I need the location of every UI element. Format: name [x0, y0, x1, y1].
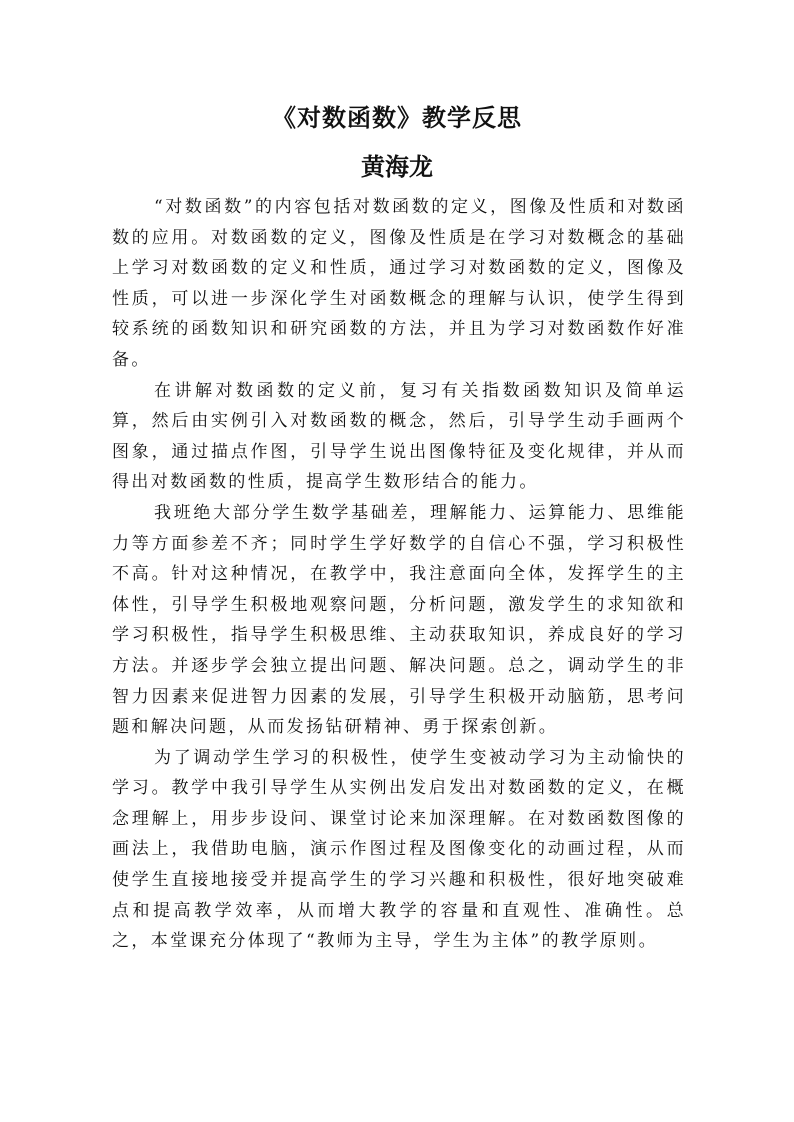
document-body [112, 192, 686, 957]
paragraph: “对数函数”的内容包括对数函数的定义，图像及性质和对数函数的应用。对数函数的定义，图像及性质是在学习对数概念的基础上学习对数函数的定义和性质，通过学习对数函数的定义，图像及性质，可以进一步深化学生对函数概念的理解与认识，使学生得到较系统的函数知识和研究函数的方法，并且为学习对数函数作好准备。 [112, 197, 686, 370]
document-title: 《对数函数》教学反思 [272, 103, 522, 132]
document-author: 黄海龙 [361, 152, 433, 181]
paragraph: 为了调动学生学习的积极性，使学生变被动学习为主动愉快的学习。教学中我引导学生从实例出发启发出对数函数的定义，在概念理解上，用步步设问、课堂讨论来加深理解。在对数函数图像的画法上，我借助电脑，演示作图过程及图像变化的动画过程，从而使学生直接地接受并提高学生的学习兴趣和积极性，很好地突破难点和提高教学效率，从而增大教学的容量和直观性、准确性。总之，本堂课充分体现了“教师为主导，学生为主体”的教学原则。 [112, 747, 686, 952]
paragraph: 在讲解对数函数的定义前，复习有关指数函数知识及简单运算，然后由实例引入对数函数的概念，然后，引导学生动手画两个图象，通过描点作图，引导学生说出图像特征及变化规律，并从而得出对数函数的性质，提高学生数形结合的能力。 [112, 380, 686, 493]
paragraph: 我班绝大部分学生数学基础差，理解能力、运算能力、思维能力等方面参差不齐；同时学生学好数学的自信心不强，学习积极性不高。针对这种情况，在教学中，我注意面向全体，发挥学生的主体性，引导学生积极地观察问题，分析问题，激发学生的求知欲和学习积极性，指导学生积极思维、主动获取知识，养成良好的学习方法。并逐步学会独立提出问题、解决问题。总之，调动学生的非智力因素来促进智力因素的发展，引导学生积极开动脑筋，思考问题和解决问题，从而发扬钻研精神、勇于探索创新。 [112, 502, 686, 738]
